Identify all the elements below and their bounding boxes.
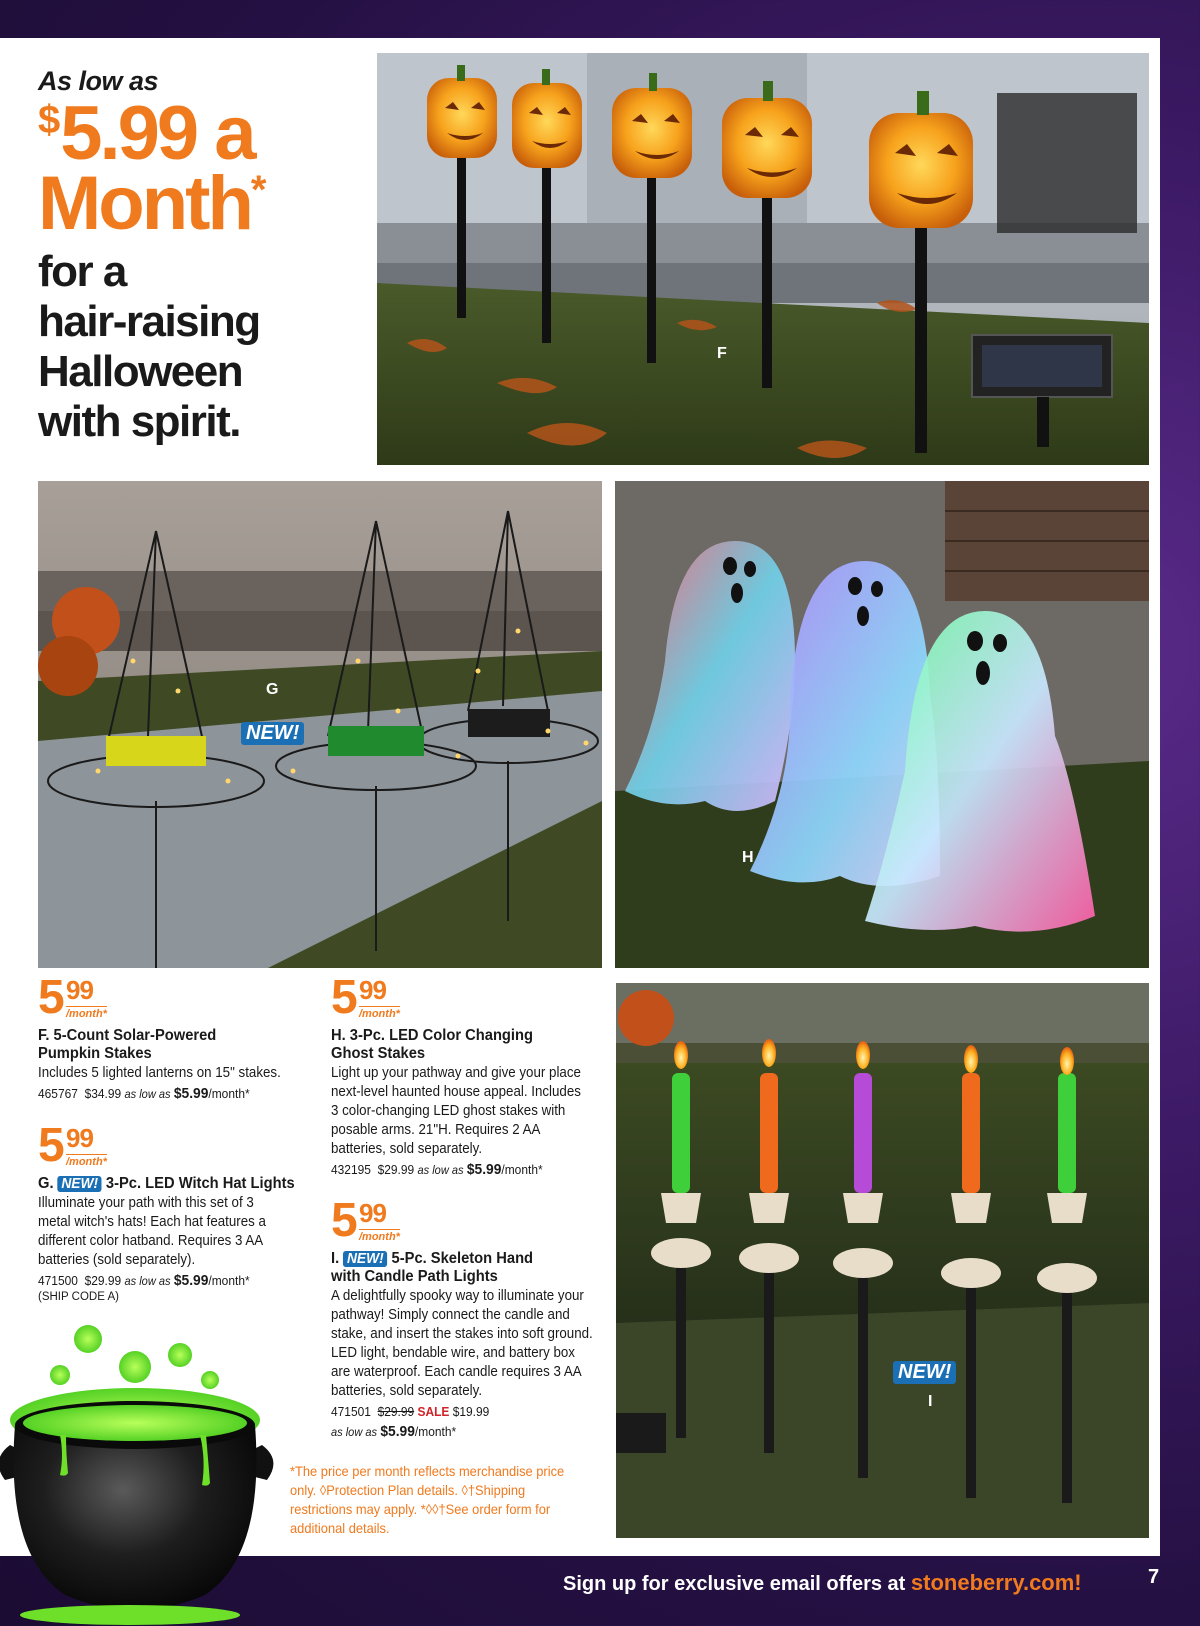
headline-pre: As low as (38, 66, 159, 96)
footer-text: Sign up for exclusive email offers at (563, 1573, 911, 1595)
headline-sub-2: hair-raising (38, 296, 260, 346)
item-i-desc: A delightfully spooky way to illuminate your pathway! Simply connect the candle and stake, and insert the stakes into soft ground. LED light, bendable wire, and battery box are waterproof. Each candle requires 3 AA batteries, sold separately. (331, 1288, 593, 1399)
item-f-sku: 465767 (38, 1086, 78, 1101)
item-f-title[interactable]: F. 5-Count Solar-Powered Pumpkin Stakes (38, 1027, 217, 1062)
photo-letter-h: H (742, 849, 754, 866)
item-i-sale-label: SALE (417, 1404, 450, 1419)
item-i-price-per: /month* (359, 1231, 400, 1243)
item-f-price-cents: 99 (66, 975, 93, 1005)
item-g-desc: Illuminate your path with this set of 3 metal witch's hats! Each hat features a different color hatband. Requires 3 AA batteries (sold separately). (38, 1195, 266, 1268)
item-g-sku-line (38, 1272, 332, 1290)
item-f-full-price: $34.99 (84, 1086, 122, 1101)
item-f-monthly: $5.99 (173, 1085, 209, 1102)
pumpkin-stakes-image (377, 53, 1149, 465)
item-g-price (38, 1119, 328, 1172)
item-f (38, 971, 328, 1103)
footer-signup[interactable] (563, 1570, 1082, 1596)
item-f-price-per: /month* (66, 1008, 107, 1020)
headline (38, 66, 358, 447)
page-number: 7 (1148, 1566, 1160, 1588)
item-f-as-low-as: as low as (124, 1087, 171, 1101)
item-f-desc: Includes 5 lighted lanterns on 15" stakes. (38, 1065, 281, 1081)
new-badge-i: NEW! (893, 1361, 956, 1384)
item-i-sale-price: $19.99 (452, 1404, 490, 1419)
item-g-price-per: /month* (66, 1156, 107, 1168)
photo-pumpkin-stakes[interactable] (377, 53, 1149, 465)
item-g-price-cents: 99 (66, 1123, 93, 1153)
item-g-title: 3-Pc. LED Witch Hat Lights (105, 1175, 295, 1192)
photo-letter-g: G (266, 681, 279, 698)
item-i-price-cents: 99 (359, 1198, 386, 1228)
item-h-price-cents: 99 (359, 975, 386, 1005)
item-i (331, 1194, 621, 1441)
item-i-prefix: I. (331, 1250, 340, 1267)
item-h-full-price: $29.99 (377, 1162, 415, 1177)
item-i-old-price: $29.99 (377, 1404, 415, 1419)
item-h-monthly: $5.99 (466, 1161, 502, 1178)
item-i-monthly-line (331, 1423, 625, 1441)
item-h-price (331, 971, 621, 1024)
item-g-full-price: $29.99 (84, 1273, 122, 1288)
item-i-month-suffix: /month* (414, 1424, 457, 1439)
item-g-monthly: $5.99 (173, 1272, 209, 1289)
item-g-price-whole: 5 (38, 1119, 63, 1172)
item-i-sku-line (331, 1403, 625, 1421)
item-i-monthly: $5.99 (380, 1423, 415, 1440)
price-line2: Month (38, 160, 251, 246)
item-g-title-line[interactable] (38, 1175, 323, 1193)
item-g-prefix: G. (38, 1175, 54, 1192)
item-i-price (331, 1194, 621, 1247)
item-h (331, 971, 621, 1179)
photo-letter-i: I (928, 1393, 933, 1410)
item-i-as-low-as: as low as (331, 1425, 378, 1439)
item-h-sku-line (331, 1161, 625, 1179)
item-g-month-suffix: /month* (208, 1273, 250, 1288)
item-f-month-suffix: /month* (208, 1086, 250, 1101)
item-i-title: 5-Pc. Skeleton Hand with Candle Path Lights (331, 1250, 534, 1285)
item-f-price (38, 971, 328, 1024)
headline-sub-4: with spirit. (38, 396, 240, 446)
item-i-title-line[interactable] (331, 1250, 556, 1286)
item-g-sku: 471500 (38, 1273, 78, 1288)
item-h-price-per: /month* (359, 1008, 400, 1020)
item-h-price-whole: 5 (331, 971, 356, 1024)
item-g-ship-code: (SHIP CODE A) (38, 1291, 119, 1303)
item-h-sku: 432195 (331, 1162, 371, 1177)
item-i-price-whole: 5 (331, 1194, 356, 1247)
item-g-as-low-as: as low as (124, 1274, 171, 1288)
photo-letter-f: F (717, 345, 727, 362)
price-symbol: $ (38, 98, 61, 142)
item-h-title[interactable]: H. 3-Pc. LED Color Changing Ghost Stakes (331, 1027, 533, 1062)
item-h-as-low-as: as low as (417, 1163, 464, 1177)
footer (0, 1556, 1200, 1626)
headline-sub-1: for a (38, 246, 126, 296)
item-f-price-whole: 5 (38, 971, 63, 1024)
headline-price (38, 91, 358, 246)
headline-sub (38, 247, 358, 447)
item-i-new-badge: NEW! (343, 1251, 387, 1267)
photo-witch-hats[interactable] (38, 481, 602, 968)
photo-skeleton-candles[interactable] (616, 983, 1149, 1538)
price-line1: 5.99 a (60, 91, 254, 176)
item-g (38, 1119, 328, 1304)
item-h-month-suffix: /month* (501, 1162, 543, 1177)
item-f-sku-line (38, 1085, 332, 1103)
photo-ghost-stakes[interactable] (615, 481, 1149, 968)
witch-hats-image (38, 481, 602, 968)
headline-sub-3: Halloween (38, 346, 243, 396)
price-asterisk: * (250, 167, 267, 212)
new-badge-g: NEW! (241, 722, 304, 745)
disclaimer: *The price per month reflects merchandise price only. ◊Protection Plan details. ◊†Shipping restrictions may apply. *◊◊†See order form for additional details. (290, 1463, 565, 1536)
footer-url[interactable]: stoneberry.com! (910, 1570, 1082, 1595)
skeleton-candles-image (616, 983, 1149, 1538)
item-i-sku: 471501 (331, 1404, 371, 1419)
item-h-desc: Light up your pathway and give your place next-level haunted house appeal. Includes 3 color-changing LED ghost stakes with posable arms. 21"H. Requires 2 AA batteries, sold separately. (331, 1065, 581, 1157)
item-g-new-badge: NEW! (58, 1176, 102, 1192)
ghost-stakes-image (615, 481, 1149, 968)
